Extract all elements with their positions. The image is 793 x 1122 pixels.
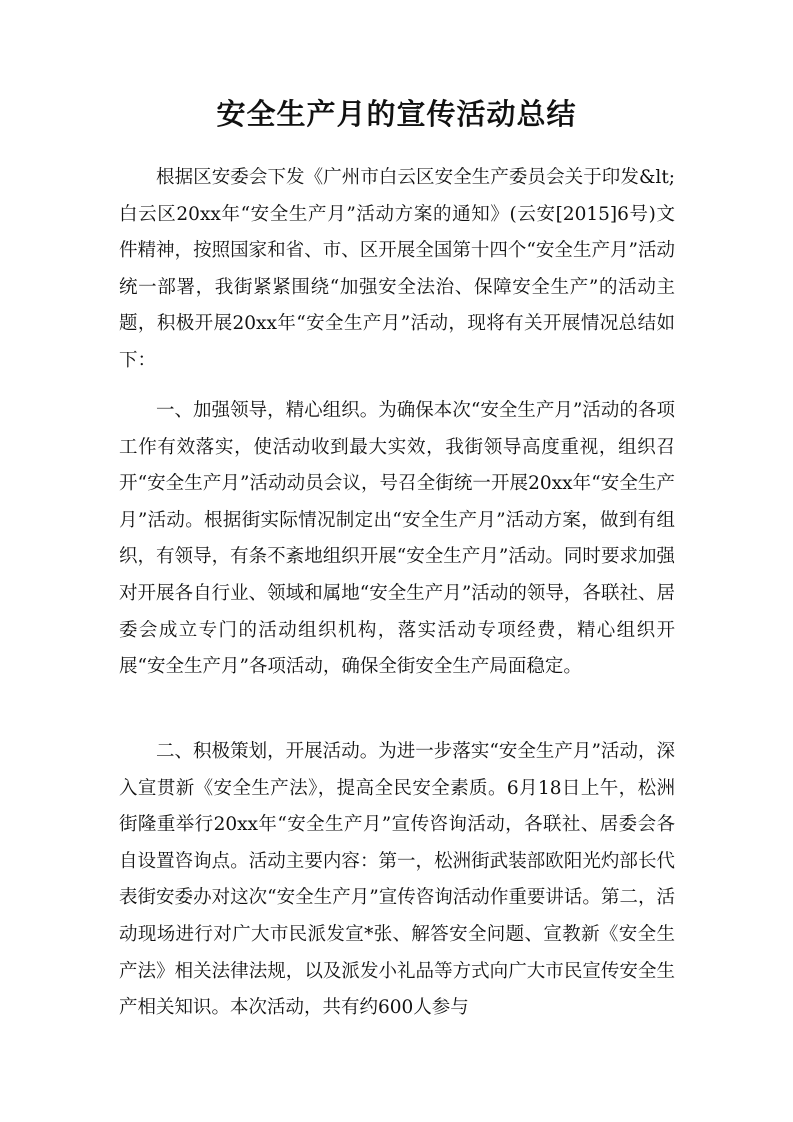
paragraph-section-2: 二、积极策划，开展活动。为进一步落实“安全生产月”活动，深入宣贯新《安全生产法》，提高全民安全素质。6月18日上午，松洲街隆重举行20xx年“安全生产月”宣传咨询活动，各联社、居委会各自设置咨询点。活动主要内容：第一，松洲街武装部欧阳光灼部长代表街安委办对这次“安全生产月”宣传咨询活动作重要讲话。第二，活动现场进行对广大市民派发宣*张、解答安全问题、宣教新《安全生产法》相关法律法规，以及派发小礼品等方式向广大市民宣传安全生产相关知识。本次活动，共有约600人参与 xyxy=(119,741,675,1019)
paragraph-section-1: 一、加强领导，精心组织。为确保本次“安全生产月”活动的各项工作有效落实，使活动收到最大实效，我街领导高度重视，组织召开“安全生产月”活动动员会议，号召全街统一开展20xx年“安全生产月”活动。根据街实际情况制定出“安全生产月”活动方案，做到有组织，有领导，有条不紊地组织开展“安全生产月”活动。同时要求加强对开展各自行业、领域和属地“安全生产月”活动的领导，各联社、居委会成立专门的活动组织机构，落实活动专项经费，精心组织开展“安全生产月”各项活动，确保全街安全生产局面稳定。 xyxy=(119,400,675,678)
paragraph-intro: 根据区安委会下发《广州市白云区安全生产委员会关于印发&lt;白云区20xx年“安全生产月”活动方案的通知》(云安[2015]6号)文件精神，按照国家和省、市、区开展全国第十四个“安全生产月”活动统一部署，我街紧紧围绕“加强安全法治、保障安全生产”的活动主题，积极开展20xx年“安全生产月”活动，现将有关开展情况总结如下： xyxy=(119,167,675,371)
document-title: 安全生产月的宣传活动总结 xyxy=(216,97,577,131)
